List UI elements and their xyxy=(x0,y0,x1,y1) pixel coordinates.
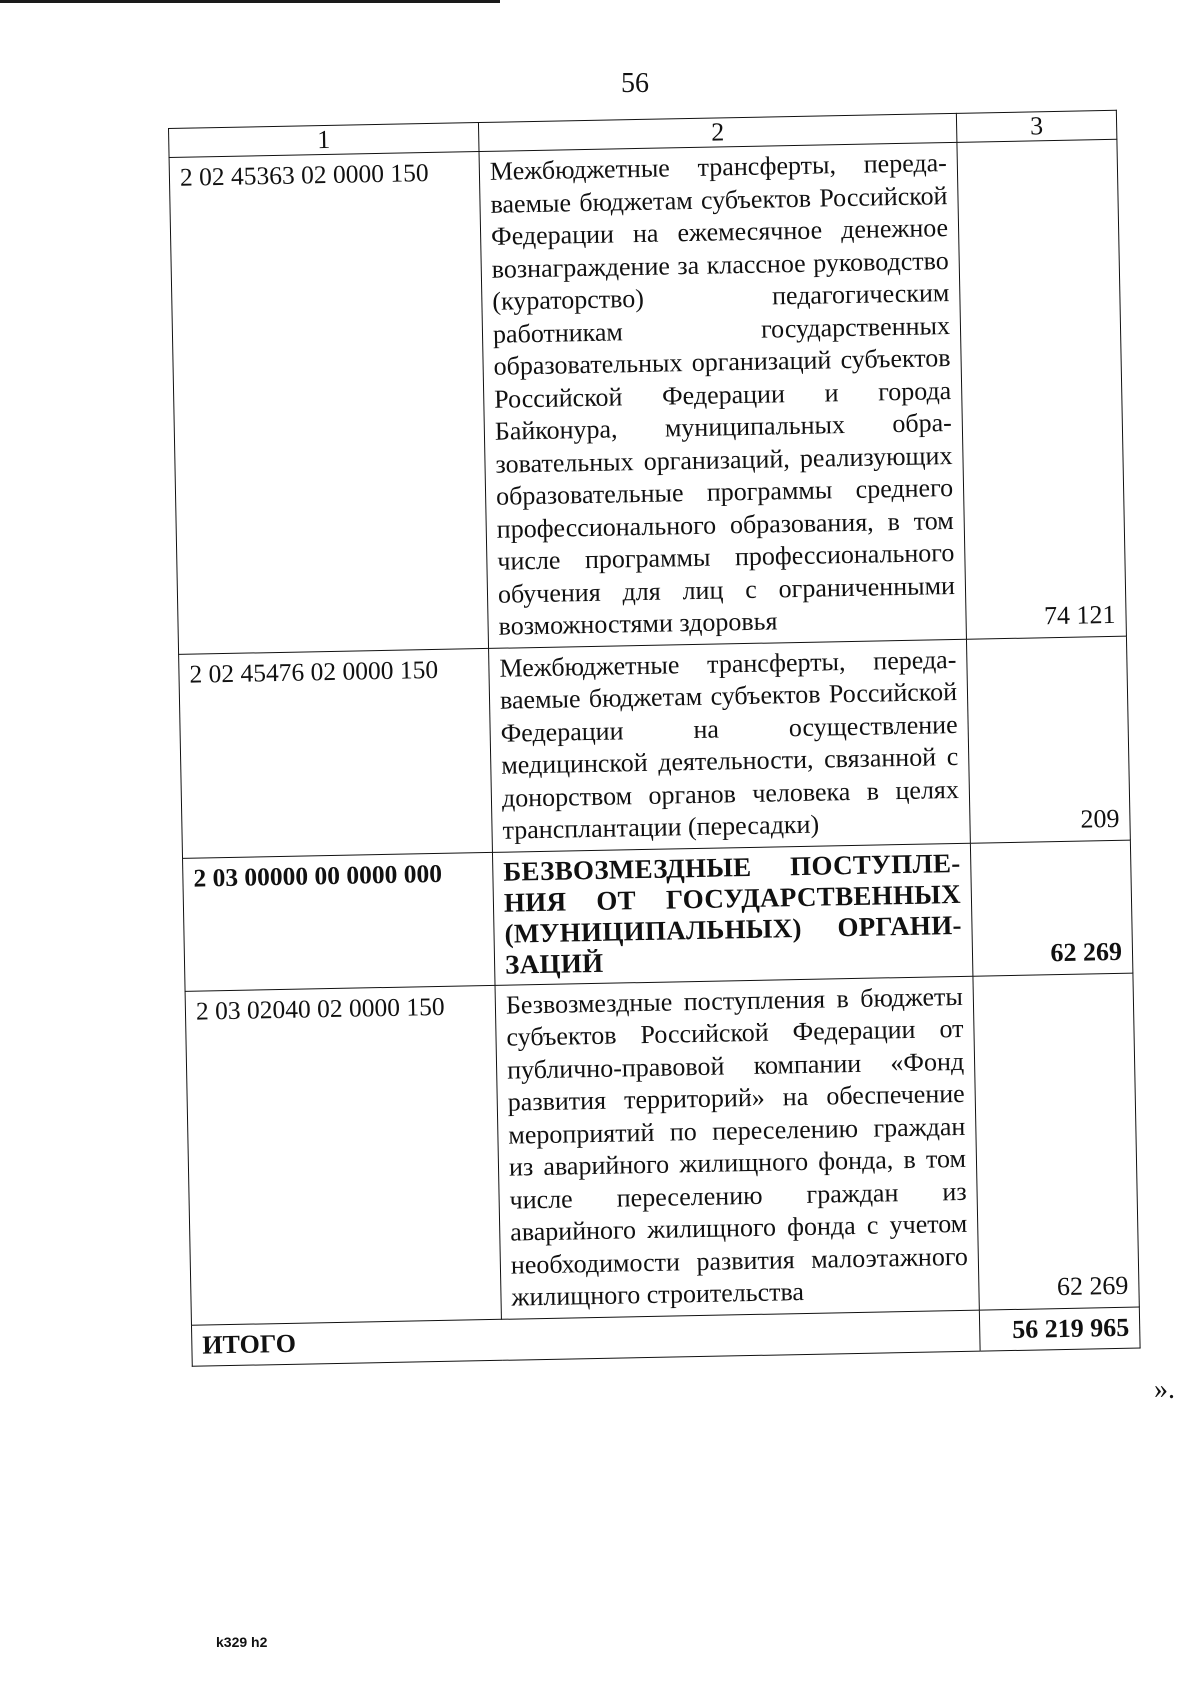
table-row-section xyxy=(183,840,1133,991)
column-header-3: 3 xyxy=(956,110,1117,142)
page-number: 56 xyxy=(621,68,649,99)
table-row xyxy=(179,636,1131,858)
amount-cell: 62 269 xyxy=(970,840,1133,976)
budget-code-cell: 2 02 45476 02 0000 150 xyxy=(179,648,493,858)
amount-cell: 74 121 xyxy=(957,139,1127,638)
column-header-2: 2 xyxy=(478,113,956,151)
budget-revenue-table xyxy=(168,110,1141,1367)
total-amount: 56 219 965 xyxy=(979,1307,1140,1352)
budget-code-cell: 2 03 00000 00 0000 000 xyxy=(183,852,495,991)
revenue-name-cell: Безвозмездные поступления в бюджеты субъектов Российской Федерации от публично-правовой компании «Фонд развития территорий» на обеспечение мероприятий по переселению граждан из аварийного жилищного фонда, в том числе переселению граждан из аварийного жилищного фонда с учетом необходимости развития малоэтажного жилищного строительства xyxy=(495,976,979,1319)
scan-edge xyxy=(0,0,500,3)
closing-quote: ». xyxy=(1154,1374,1175,1405)
column-header-1: 1 xyxy=(169,123,479,158)
revenue-name-cell: БЕЗВОЗМЕЗДНЫЕ ПОСТУПЛЕНИЯ ОТ ГОСУДАРСТВЕННЫХ (МУНИЦИПАЛЬНЫХ) ОРГАНИЗАЦИЙ xyxy=(492,843,972,985)
revenue-name-cell: Межбюджетные трансферты, передаваемые бюджетам субъектов Российской Федерации на ежемесячное денежное вознаграждение за классное руководство (кураторство) педагогическим работникам государственных образовательных организаций субъектов Российской Федерации и города Байконура, муниципальных образовательных организаций, реализующих образовательные программы среднего профессионального образования, в том числе программы профессионального обучения для лиц с ограниченными возможностями здоровья xyxy=(479,142,966,648)
budget-code-cell: 2 02 45363 02 0000 150 xyxy=(169,152,488,654)
document-footer-code: k329 h2 xyxy=(216,1634,268,1650)
table-row xyxy=(185,973,1139,1325)
amount-cell: 209 xyxy=(966,636,1130,843)
total-label: ИТОГО xyxy=(191,1310,980,1367)
table-row xyxy=(169,139,1126,654)
budget-code-cell: 2 03 02040 02 0000 150 xyxy=(185,985,501,1325)
revenue-name-cell: Межбюджетные трансферты, передаваемые бюджетам субъектов Российской Федерации на осуществление медицинской деятельности, связанной с донорством органов человека в целях трансплантации (пересадки) xyxy=(489,639,971,852)
amount-cell: 62 269 xyxy=(973,973,1139,1310)
